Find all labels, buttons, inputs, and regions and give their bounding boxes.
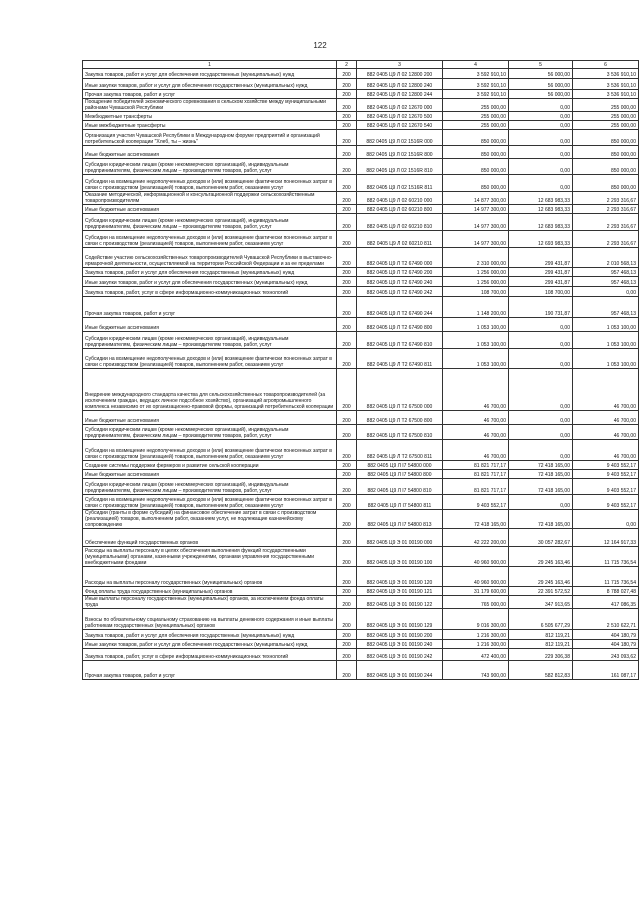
- row-code: 200: [337, 461, 357, 470]
- row-classification: 882 0405 Ц9 Э 01 00190 244: [357, 661, 443, 680]
- row-unexecuted: 2 293 316,67: [573, 214, 639, 231]
- row-code: 200: [337, 175, 357, 192]
- row-classification: 882 0405 Ц9 Л 02 1516R 800: [357, 146, 443, 159]
- row-code: 200: [337, 609, 357, 630]
- table-row: [83, 649, 639, 661]
- row-name: Субсидии (гранты в форме субсидий) на финансовое обеспечение затрат в связи с производством (реализацией) товаров, выполнением работ, оказанием услуг, не подлежащие казначейскому сопровождению: [83, 510, 337, 529]
- row-code: 200: [337, 287, 357, 297]
- row-approved: 1 216 300,00: [443, 640, 509, 649]
- row-classification: 882 0405 Ц9 Л Т2 67500 800: [357, 411, 443, 425]
- row-code: 200: [337, 596, 357, 609]
- table-row: [83, 630, 639, 640]
- row-code: 200: [337, 640, 357, 649]
- row-approved: 1 053 100,00: [443, 332, 509, 349]
- row-unexecuted: 161 087,17: [573, 661, 639, 680]
- row-unexecuted: 1 053 100,00: [573, 332, 639, 349]
- row-classification: 882 0405 Ц9 Л Т2 67500 810: [357, 425, 443, 440]
- row-unexecuted: 12 164 917,33: [573, 529, 639, 547]
- row-code: 200: [337, 205, 357, 214]
- column-header: 2: [337, 61, 357, 69]
- table-row: [83, 661, 639, 680]
- table-row: [83, 205, 639, 214]
- column-header: 1: [83, 61, 337, 69]
- row-unexecuted: 1 053 100,00: [573, 318, 639, 332]
- row-classification: 882 0405 Ц9 Л Т2 67490 811: [357, 349, 443, 369]
- row-approved: 3 592 910,10: [443, 69, 509, 79]
- row-code: 200: [337, 567, 357, 587]
- row-approved: 46 700,00: [443, 369, 509, 411]
- row-code: 200: [337, 231, 357, 248]
- row-classification: 882 0405 Ц9 Э 01 00190 120: [357, 567, 443, 587]
- row-executed: 0,00: [509, 175, 573, 192]
- row-classification: 882 0405 Ц9 Л Т2 67490 800: [357, 318, 443, 332]
- row-unexecuted: 850 000,00: [573, 175, 639, 192]
- row-approved: 472 400,00: [443, 649, 509, 661]
- row-executed: 12 693 983,33: [509, 231, 573, 248]
- table-row: [83, 369, 639, 411]
- row-executed: 0,00: [509, 369, 573, 411]
- row-classification: 882 0405 Ц9 Л I7 54800 813: [357, 510, 443, 529]
- row-classification: 882 0405 Ц9 Э 01 00190 122: [357, 596, 443, 609]
- row-name: Закупка товаров, работ и услуг для обеспечения государственных (муниципальных) нужд: [83, 69, 337, 79]
- row-classification: 882 0405 Ц9 Л 02 12800 244: [357, 90, 443, 99]
- table-row: [83, 297, 639, 318]
- row-unexecuted: 850 000,00: [573, 146, 639, 159]
- row-executed: 72 418 165,00: [509, 479, 573, 495]
- row-classification: 882 0405 Ц9 Л 02 1516R 000: [357, 130, 443, 146]
- row-classification: 882 0405 Ц9 Л 02 12670 000: [357, 99, 443, 112]
- table-row: [83, 112, 639, 121]
- row-name: Содействие участию сельскохозяйственных товаропроизводителей Чувашской Республики в выставочно-ярмарочной деятельности, осуществляемой на территории Российской Федерации и за ее пределами: [83, 248, 337, 268]
- row-code: 200: [337, 214, 357, 231]
- row-unexecuted: 11 715 736,54: [573, 547, 639, 567]
- row-code: 200: [337, 630, 357, 640]
- row-executed: 812 119,21: [509, 630, 573, 640]
- row-classification: 882 0405 Ц9 Э 01 00190 100: [357, 547, 443, 567]
- row-code: 200: [337, 146, 357, 159]
- row-classification: 882 0405 Ц9 Л I7 54800 811: [357, 495, 443, 510]
- table-row: [83, 495, 639, 510]
- row-name: Межбюджетные трансферты: [83, 112, 337, 121]
- row-name: Расходы на выплаты персоналу государственных (муниципальных) органов: [83, 567, 337, 587]
- row-classification: 882 0405 Ц9 Э 01 00190 129: [357, 609, 443, 630]
- row-name: Субсидии юридическим лицам (кроме некоммерческих организаций), индивидуальным предпринимателям, физическим лицам – производителям товаров, работ, услуг: [83, 425, 337, 440]
- row-unexecuted: 2 293 316,67: [573, 231, 639, 248]
- row-name: Иные выплаты персоналу государственных (муниципальных) органов, за исключением фонда оплаты труда: [83, 596, 337, 609]
- row-executed: 812 119,21: [509, 640, 573, 649]
- row-name: Прочая закупка товаров, работ и услуг: [83, 90, 337, 99]
- row-unexecuted: 255 000,00: [573, 99, 639, 112]
- table-row: [83, 69, 639, 79]
- table-row: [83, 547, 639, 567]
- row-approved: 42 222 200,00: [443, 529, 509, 547]
- row-executed: 0,00: [509, 146, 573, 159]
- row-approved: 2 310 000,00: [443, 248, 509, 268]
- column-header: 6: [573, 61, 639, 69]
- row-name: Закупка товаров, работ, услуг в сфере информационно-коммуникационных технологий: [83, 649, 337, 661]
- row-name: Субсидии на возмещение недополученных доходов и (или) возмещение фактически понесенных затрат в связи с производством (реализацией) товаров, выполнением работ, оказанием услуг: [83, 440, 337, 461]
- row-classification: 882 0405 Ц9 Л Т2 67500 811: [357, 440, 443, 461]
- row-unexecuted: 2 293 316,67: [573, 205, 639, 214]
- row-executed: 0,00: [509, 425, 573, 440]
- row-executed: 299 431,87: [509, 268, 573, 277]
- row-unexecuted: 1 053 100,00: [573, 349, 639, 369]
- row-unexecuted: 404 180,79: [573, 630, 639, 640]
- row-name: Иные бюджетные ассигнования: [83, 411, 337, 425]
- row-approved: 850 000,00: [443, 130, 509, 146]
- table-row: [83, 159, 639, 175]
- row-approved: 1 053 100,00: [443, 349, 509, 369]
- row-unexecuted: 46 700,00: [573, 411, 639, 425]
- row-name: Иные бюджетные ассигнования: [83, 205, 337, 214]
- row-unexecuted: 850 000,00: [573, 159, 639, 175]
- row-classification: 882 0405 Ц9 Л 02 1516R 811: [357, 175, 443, 192]
- row-classification: 882 0405 Ц9 Л Т2 67490 000: [357, 248, 443, 268]
- row-name: Субсидии на возмещение недополученных доходов и (или) возмещение фактически понесенных затрат в связи с производством (реализацией) товаров, выполнением работ, оказанием услуг: [83, 495, 337, 510]
- row-classification: 882 0405 Ц9 Л 02 60210 810: [357, 214, 443, 231]
- row-unexecuted: 3 536 910,10: [573, 69, 639, 79]
- row-code: 200: [337, 425, 357, 440]
- row-approved: 40 960 900,00: [443, 567, 509, 587]
- row-unexecuted: 9 403 552,17: [573, 470, 639, 479]
- row-executed: 29 245 163,46: [509, 567, 573, 587]
- row-approved: 1 256 000,00: [443, 268, 509, 277]
- row-executed: 6 505 677,29: [509, 609, 573, 630]
- row-classification: 882 0405 Ц9 Л Т2 67490 200: [357, 268, 443, 277]
- row-classification: 882 0405 Ц9 Л 02 12670 500: [357, 112, 443, 121]
- row-code: 200: [337, 99, 357, 112]
- row-classification: 882 0405 Ц9 Л I7 54800 810: [357, 479, 443, 495]
- row-executed: 0,00: [509, 411, 573, 425]
- row-executed: 12 683 983,33: [509, 205, 573, 214]
- table-row: [83, 146, 639, 159]
- row-classification: 882 0405 Ц9 Л 02 12800 240: [357, 79, 443, 90]
- row-code: 200: [337, 248, 357, 268]
- table-header-row: [83, 61, 639, 69]
- row-approved: 743 900,00: [443, 661, 509, 680]
- row-approved: 9 016 300,00: [443, 609, 509, 630]
- row-code: 200: [337, 411, 357, 425]
- row-approved: 255 000,00: [443, 99, 509, 112]
- row-unexecuted: 957 468,13: [573, 297, 639, 318]
- row-classification: 882 0405 Ц9 Л 02 1516R 810: [357, 159, 443, 175]
- row-executed: 72 418 165,00: [509, 461, 573, 470]
- row-executed: 0,00: [509, 318, 573, 332]
- row-code: 200: [337, 318, 357, 332]
- row-code: 200: [337, 495, 357, 510]
- table-row: [83, 596, 639, 609]
- row-approved: 46 700,00: [443, 411, 509, 425]
- row-name: Иные межбюджетные трансферты: [83, 121, 337, 130]
- row-code: 200: [337, 440, 357, 461]
- row-approved: 3 592 910,10: [443, 79, 509, 90]
- table-row: [83, 567, 639, 587]
- table-row: [83, 192, 639, 205]
- row-classification: 882 0405 Ц9 Э 01 00190 000: [357, 529, 443, 547]
- row-approved: 1 216 300,00: [443, 630, 509, 640]
- row-name: Прочая закупка товаров, работ и услуг: [83, 297, 337, 318]
- row-code: 200: [337, 130, 357, 146]
- row-approved: 850 000,00: [443, 159, 509, 175]
- row-name: Субсидии на возмещение недополученных доходов и (или) возмещение фактически понесенных затрат в связи с производством (реализацией) товаров, выполнением работ, оказанием услуг: [83, 231, 337, 248]
- column-header: 3: [357, 61, 443, 69]
- table-row: [83, 99, 639, 112]
- row-code: 200: [337, 192, 357, 205]
- table-row: [83, 411, 639, 425]
- row-name: Создание системы поддержки фермеров и развитие сельской кооперации: [83, 461, 337, 470]
- row-executed: 0,00: [509, 332, 573, 349]
- row-approved: 72 418 165,00: [443, 510, 509, 529]
- row-classification: 882 0405 Ц9 Л 02 12670 540: [357, 121, 443, 130]
- row-unexecuted: 957 468,13: [573, 268, 639, 277]
- row-executed: 72 418 165,00: [509, 510, 573, 529]
- table-row: [83, 130, 639, 146]
- table-row: [83, 90, 639, 99]
- row-approved: 9 403 552,17: [443, 495, 509, 510]
- table-row: [83, 318, 639, 332]
- row-unexecuted: 255 000,00: [573, 112, 639, 121]
- row-executed: 229 306,38: [509, 649, 573, 661]
- row-executed: 72 418 165,00: [509, 470, 573, 479]
- row-name: Оказание методической, информационной и консультационной поддержки сельскохозяйственным товаропроизводителям: [83, 192, 337, 205]
- row-classification: 882 0405 Ц9 Л Т2 67490 810: [357, 332, 443, 349]
- budget-execution-table: [82, 60, 639, 680]
- row-executed: 29 245 163,46: [509, 547, 573, 567]
- table-row: [83, 440, 639, 461]
- row-executed: 12 683 983,33: [509, 214, 573, 231]
- row-approved: 81 821 717,17: [443, 470, 509, 479]
- row-unexecuted: 417 086,35: [573, 596, 639, 609]
- row-name: Иные закупки товаров, работ и услуг для обеспечения государственных (муниципальных) нужд: [83, 277, 337, 287]
- row-classification: 882 0405 Ц9 Л Т2 67490 244: [357, 297, 443, 318]
- row-executed: 56 000,00: [509, 90, 573, 99]
- row-unexecuted: 46 700,00: [573, 440, 639, 461]
- row-unexecuted: 957 468,13: [573, 277, 639, 287]
- row-name: Прочая закупка товаров, работ и услуг: [83, 661, 337, 680]
- row-approved: 81 821 717,17: [443, 461, 509, 470]
- row-unexecuted: 2 010 568,13: [573, 248, 639, 268]
- row-executed: 22 391 572,52: [509, 587, 573, 596]
- row-approved: 31 179 600,00: [443, 587, 509, 596]
- row-name: Организация участия Чувашской Республики в Международном форуме предприятий и организаций потребительской кооперации "Хлеб, ты – жизнь": [83, 130, 337, 146]
- row-classification: 882 0405 Ц9 Э 01 00190 121: [357, 587, 443, 596]
- table-row: [83, 214, 639, 231]
- row-approved: 255 000,00: [443, 121, 509, 130]
- row-code: 200: [337, 69, 357, 79]
- table-row: [83, 121, 639, 130]
- row-name: Фонд оплаты труда государственных (муниципальных) органов: [83, 587, 337, 596]
- table-row: [83, 609, 639, 630]
- row-code: 200: [337, 479, 357, 495]
- row-code: 200: [337, 121, 357, 130]
- row-name: Обеспечение функций государственных органов: [83, 529, 337, 547]
- row-executed: 30 057 282,67: [509, 529, 573, 547]
- row-executed: 0,00: [509, 121, 573, 130]
- row-code: 200: [337, 661, 357, 680]
- row-name: Расходы на выплаты персоналу в целях обеспечения выполнения функций государственными (муниципальными) органами, казенными учреждениями, органами управления государственными внебюджетными фондами: [83, 547, 337, 567]
- table-row: [83, 640, 639, 649]
- row-approved: 765 000,00: [443, 596, 509, 609]
- row-code: 200: [337, 547, 357, 567]
- row-approved: 46 700,00: [443, 440, 509, 461]
- table-row: [83, 461, 639, 470]
- row-executed: 0,00: [509, 130, 573, 146]
- table-row: [83, 470, 639, 479]
- row-name: Внедрение международного стандарта качества для сельскохозяйственных товаропроизводителей (за исключением граждан, ведущих личное подсобное хозяйство), организаций агропромышленного комплекса независимо от их организационно-правовой формы, организаций потребительской кооперации: [83, 369, 337, 411]
- table-row: [83, 248, 639, 268]
- row-code: 200: [337, 470, 357, 479]
- row-name: Закупка товаров, работ и услуг для обеспечения государственных (муниципальных) нужд: [83, 268, 337, 277]
- row-name: Закупка товаров, работ и услуг для обеспечения государственных (муниципальных) нужд: [83, 630, 337, 640]
- row-executed: 347 913,65: [509, 596, 573, 609]
- row-code: 200: [337, 268, 357, 277]
- row-approved: 46 700,00: [443, 425, 509, 440]
- row-executed: 582 812,83: [509, 661, 573, 680]
- row-executed: 56 000,00: [509, 69, 573, 79]
- table-row: [83, 231, 639, 248]
- row-name: Поощрение победителей экономического соревнования в сельском хозяйстве между муниципальными районами Чувашской Республики: [83, 99, 337, 112]
- row-unexecuted: 9 403 552,17: [573, 495, 639, 510]
- row-name: Иные бюджетные ассигнования: [83, 318, 337, 332]
- row-classification: 882 0405 Ц9 Л Т2 67490 242: [357, 287, 443, 297]
- row-classification: 882 0405 Ц9 Э 01 00190 200: [357, 630, 443, 640]
- row-classification: 882 0405 Ц9 Л 02 60210 800: [357, 205, 443, 214]
- row-unexecuted: 850 000,00: [573, 130, 639, 146]
- row-code: 200: [337, 79, 357, 90]
- table-row: [83, 425, 639, 440]
- row-unexecuted: 243 093,62: [573, 649, 639, 661]
- row-unexecuted: 3 536 910,10: [573, 79, 639, 90]
- table-row: [83, 175, 639, 192]
- row-code: 200: [337, 649, 357, 661]
- row-executed: 0,00: [509, 99, 573, 112]
- row-executed: 0,00: [509, 495, 573, 510]
- table-row: [83, 349, 639, 369]
- row-classification: 882 0405 Ц9 Л Т2 67500 000: [357, 369, 443, 411]
- table-row: [83, 587, 639, 596]
- row-unexecuted: 11 715 736,54: [573, 567, 639, 587]
- row-unexecuted: 2 510 622,71: [573, 609, 639, 630]
- table-row: [83, 287, 639, 297]
- row-classification: 882 0405 Ц9 Э 01 00190 240: [357, 640, 443, 649]
- row-unexecuted: 2 293 316,67: [573, 192, 639, 205]
- row-code: 200: [337, 277, 357, 287]
- row-name: Субсидии юридическим лицам (кроме некоммерческих организаций), индивидуальным предпринимателям, физическим лицам – производителям товаров, работ, услуг: [83, 159, 337, 175]
- row-code: 200: [337, 587, 357, 596]
- row-classification: 882 0405 Ц9 Э 01 00190 242: [357, 649, 443, 661]
- row-unexecuted: 404 180,79: [573, 640, 639, 649]
- row-code: 200: [337, 510, 357, 529]
- row-code: 200: [337, 369, 357, 411]
- table-row: [83, 277, 639, 287]
- table-row: [83, 529, 639, 547]
- page-number: 122: [313, 41, 327, 50]
- table-row: [83, 510, 639, 529]
- row-unexecuted: 3 536 910,10: [573, 90, 639, 99]
- row-approved: 1 053 100,00: [443, 318, 509, 332]
- row-name: Субсидии юридическим лицам (кроме некоммерческих организаций), индивидуальным предпринимателям, физическим лицам – производителям товаров, работ, услуг: [83, 332, 337, 349]
- row-approved: 14 877 300,00: [443, 192, 509, 205]
- table-row: [83, 332, 639, 349]
- row-code: 200: [337, 159, 357, 175]
- row-classification: 882 0405 Ц9 Л I7 54800 000: [357, 461, 443, 470]
- row-unexecuted: 46 700,00: [573, 369, 639, 411]
- row-code: 200: [337, 332, 357, 349]
- row-classification: 882 0405 Ц9 Л Т2 67490 240: [357, 277, 443, 287]
- row-unexecuted: 46 700,00: [573, 425, 639, 440]
- row-executed: 299 431,87: [509, 248, 573, 268]
- row-code: 200: [337, 297, 357, 318]
- column-header: 4: [443, 61, 509, 69]
- row-name: Закупка товаров, работ, услуг в сфере информационно-коммуникационных технологий: [83, 287, 337, 297]
- row-name: Субсидии юридическим лицам (кроме некоммерческих организаций), индивидуальным предпринимателям, физическим лицам – производителям товаров, работ, услуг: [83, 214, 337, 231]
- table-row: [83, 79, 639, 90]
- row-approved: 14 977 300,00: [443, 205, 509, 214]
- row-unexecuted: 9 403 552,17: [573, 461, 639, 470]
- row-executed: 12 683 983,33: [509, 192, 573, 205]
- row-executed: 108 700,00: [509, 287, 573, 297]
- row-executed: 190 731,87: [509, 297, 573, 318]
- row-unexecuted: 9 403 552,17: [573, 479, 639, 495]
- row-executed: 299 431,87: [509, 277, 573, 287]
- row-approved: 14 977 300,00: [443, 231, 509, 248]
- row-approved: 1 256 000,00: [443, 277, 509, 287]
- row-approved: 850 000,00: [443, 146, 509, 159]
- row-executed: 0,00: [509, 349, 573, 369]
- row-unexecuted: 255 000,00: [573, 121, 639, 130]
- row-approved: 255 000,00: [443, 112, 509, 121]
- row-classification: 882 0405 Ц9 Л 02 60210 811: [357, 231, 443, 248]
- row-approved: 3 592 910,10: [443, 90, 509, 99]
- row-name: Субсидии на возмещение недополученных доходов и (или) возмещение фактически понесенных затрат в связи с производством (реализацией) товаров, выполнением работ, оказанием услуг: [83, 349, 337, 369]
- row-executed: 56 000,00: [509, 79, 573, 90]
- row-approved: 108 700,00: [443, 287, 509, 297]
- table-row: [83, 268, 639, 277]
- row-executed: 0,00: [509, 112, 573, 121]
- row-code: 200: [337, 529, 357, 547]
- row-unexecuted: 8 788 027,48: [573, 587, 639, 596]
- row-code: 200: [337, 349, 357, 369]
- row-executed: 0,00: [509, 159, 573, 175]
- row-classification: 882 0405 Ц9 Л 02 60210 000: [357, 192, 443, 205]
- row-approved: 850 000,00: [443, 175, 509, 192]
- row-classification: 882 0405 Ц9 Л I7 54800 800: [357, 470, 443, 479]
- row-name: Иные бюджетные ассигнования: [83, 470, 337, 479]
- row-name: Иные закупки товаров, работ и услуг для обеспечения государственных (муниципальных) нужд: [83, 640, 337, 649]
- row-code: 200: [337, 90, 357, 99]
- row-name: Субсидии юридическим лицам (кроме некоммерческих организаций), индивидуальным предпринимателям, физическим лицам – производителям товаров, работ, услуг: [83, 479, 337, 495]
- row-approved: 81 821 717,17: [443, 479, 509, 495]
- row-unexecuted: 0,00: [573, 287, 639, 297]
- row-name: Иные закупки товаров, работ и услуг для обеспечения государственных (муниципальных) нужд: [83, 79, 337, 90]
- row-name: Взносы по обязательному социальному страхованию на выплаты денежного содержания и иные выплаты работникам государственных (муниципальных) органов: [83, 609, 337, 630]
- row-approved: 40 960 900,00: [443, 547, 509, 567]
- table-row: [83, 479, 639, 495]
- row-approved: 1 148 200,00: [443, 297, 509, 318]
- row-executed: 0,00: [509, 440, 573, 461]
- row-classification: 882 0405 Ц9 Л 02 12800 200: [357, 69, 443, 79]
- row-approved: 14 977 300,00: [443, 214, 509, 231]
- table-body: [83, 69, 639, 680]
- row-name: Иные бюджетные ассигнования: [83, 146, 337, 159]
- row-unexecuted: 0,00: [573, 510, 639, 529]
- row-name: Субсидии на возмещение недополученных доходов и (или) возмещение фактически понесенных затрат в связи с производством (реализацией) товаров, выполнением работ, оказанием услуг: [83, 175, 337, 192]
- row-code: 200: [337, 112, 357, 121]
- column-header: 5: [509, 61, 573, 69]
